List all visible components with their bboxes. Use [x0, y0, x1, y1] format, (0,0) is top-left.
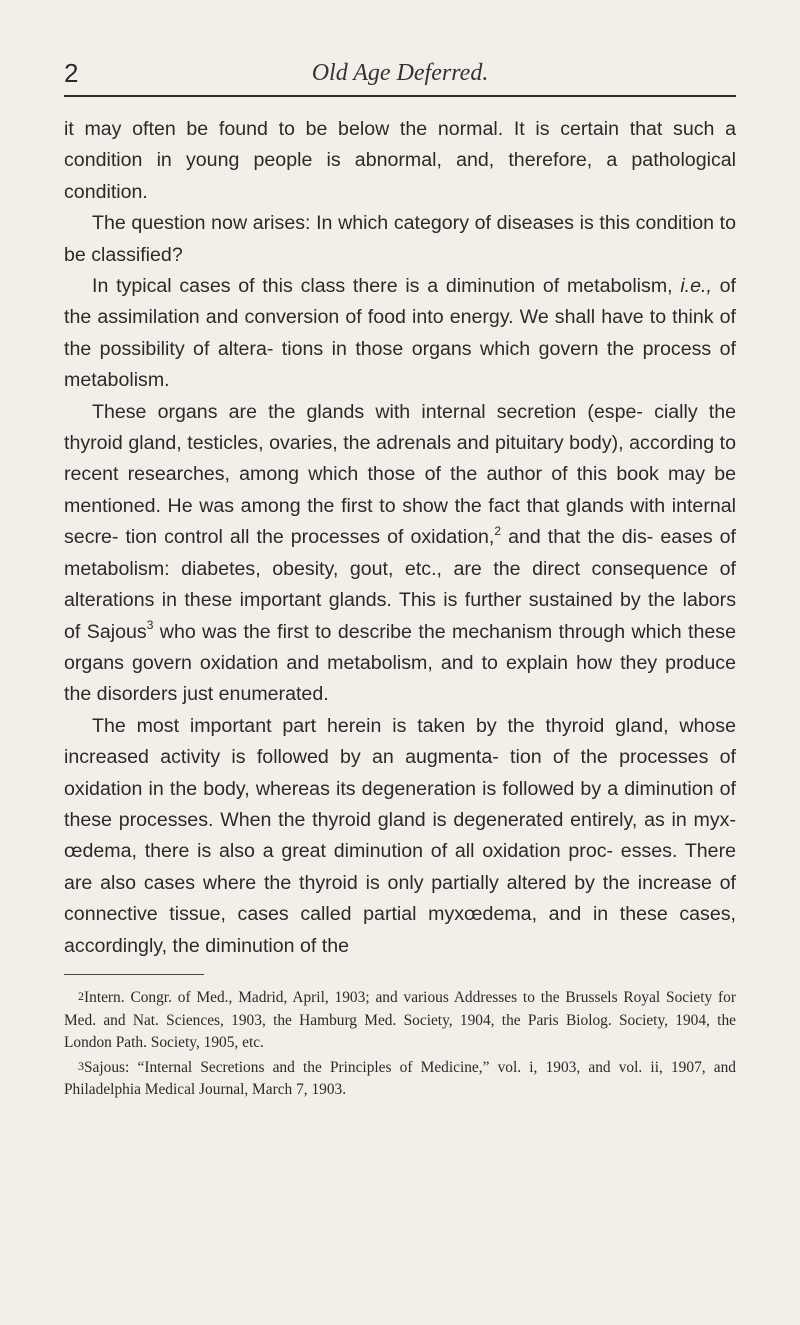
paragraph-3-text-b: of the assimilation and conversion of food into energy. We shall have to think of the possibility of altera- tions in those organs which govern the process of metabolism.: [64, 275, 736, 392]
footnote-3: [64, 1055, 736, 1102]
paragraph-4-text-b: and that the dis- eases of metabolism: diabetes, obesity, gout, etc., are the direct consequence of alterations in these important glands. This is further sustained by the labors of Sajous: [64, 526, 736, 643]
ie-abbreviation: i.e.,: [680, 275, 712, 298]
paragraph-4-text-a: These organs are the glands with internal secretion (espe- cially the thyroid gland, testicles, ovaries, the adrenals and pituitary body), according to recent researches, among which those of the author of this book may be mentioned. He was among the first to show the fact that glands with internal secre- tion control all the processes of oxidation,: [64, 400, 736, 549]
paragraph-3-text-a: In typical cases of this class there is a diminution of metabolism,: [92, 275, 681, 298]
footnotes: [64, 985, 736, 1102]
footnote-mark: 3: [78, 1058, 84, 1073]
body-text: [64, 114, 736, 962]
page-number: 2: [64, 58, 79, 88]
footnote-2: [64, 985, 736, 1055]
paragraph-3: [64, 271, 736, 397]
footnote-rule: [64, 974, 204, 975]
paragraph-4: [64, 397, 736, 711]
footnote-text: Intern. Congr. of Med., Madrid, April, 1903; and various Addresses to the Brussels Royal Society for Med. and Nat. Sciences, 1903, the Hamburg Med. Society, 1904, the Paris Biolog. Society, 1904, the London Path. Society, 1905, etc.: [64, 989, 736, 1052]
paragraph-4-text-c: who was the first to describe the mechanism through which these organs govern oxidation and metabolism, and to explain how they produce the disorders just enumerated.: [64, 620, 736, 706]
page-header: [64, 58, 736, 92]
paragraph-5: The most important part herein is taken by the thyroid gland, whose increased activity is followed by an augmenta- tion of the processes of oxidation in the body, whereas its degeneration is followed by a diminution of these processes. When the thyroid gland is degenerated entirely, as in myx- œdema, there is also a great diminution of all oxidation proc- esses. There are also cases where the thyroid is only partially altered by the increase of connective tissue, cases called partial myxœdema, and in these cases, accordingly, the diminution of the: [64, 714, 736, 957]
header-rule: [64, 95, 736, 97]
footnote-text: Sajous: “Internal Secretions and the Principles of Medicine,” vol. i, 1903, and vol. ii, 1907, and Philadelphia Medical Journal, March 7, 1903.: [64, 1058, 736, 1099]
footnote-ref-2: 2: [494, 523, 502, 538]
footnote-ref-3: 3: [146, 617, 154, 632]
running-title: Old Age Deferred.: [311, 60, 489, 86]
paragraph-1: it may often be found to be below the normal. It is certain that such a condition in young people is abnormal, and, therefore, a pathological condition.: [64, 118, 736, 203]
paragraph-2: The question now arises: In which category of diseases is this condition to be classified?: [64, 212, 736, 266]
footnote-mark: 2: [78, 989, 84, 1003]
